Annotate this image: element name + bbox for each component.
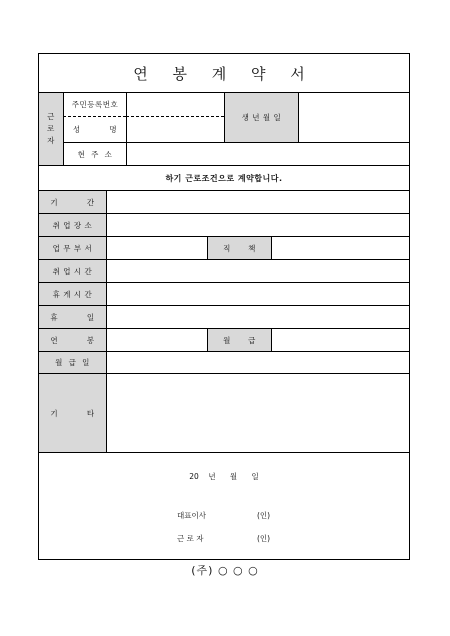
- birthdate-field[interactable]: [298, 92, 409, 142]
- workplace-label: 취 업 장 소: [39, 213, 106, 236]
- worker-side-label: 근 로 자: [39, 92, 63, 165]
- monthly-pay-field[interactable]: [271, 328, 409, 351]
- name-field[interactable]: [126, 116, 224, 142]
- holiday-label: 휴 일: [39, 305, 106, 328]
- ceo-seal[interactable]: (인): [257, 511, 271, 520]
- name-label: 성 명: [63, 116, 126, 142]
- holiday-field[interactable]: [106, 305, 409, 328]
- annual-salary-field[interactable]: [106, 328, 207, 351]
- address-field[interactable]: [126, 142, 409, 165]
- period-field[interactable]: [106, 190, 409, 213]
- break-time-label: 휴 게 시 간: [39, 282, 106, 305]
- department-label: 업 무 부 서: [39, 236, 106, 259]
- other-field[interactable]: [106, 373, 409, 452]
- department-field[interactable]: [106, 236, 207, 259]
- workplace-field[interactable]: [106, 213, 409, 236]
- address-label: 현 주 소: [63, 142, 126, 165]
- worker-seal[interactable]: (인): [257, 534, 271, 543]
- other-label: 기 타: [39, 373, 106, 452]
- contract-form: [38, 53, 410, 560]
- resident-number-field[interactable]: [126, 92, 224, 116]
- payday-field[interactable]: [106, 351, 409, 373]
- work-hours-label: 취 업 시 간: [39, 259, 106, 282]
- contract-notice: 하기 근로조건으로 계약합니다.: [39, 165, 409, 190]
- resident-number-label: 주민등록번호: [63, 92, 126, 116]
- annual-salary-label: 연 봉: [39, 328, 106, 351]
- signature-area: [39, 452, 409, 559]
- date-line: 20 년 월 일: [189, 472, 259, 481]
- worker-sign-label: 근 로 자: [177, 534, 204, 543]
- birthdate-label: 생 년 월 일: [224, 92, 298, 142]
- ceo-label: 대표이사: [177, 511, 206, 520]
- document-title: 연 봉 계 약 서: [133, 64, 315, 83]
- monthly-pay-label: 월 급: [207, 328, 271, 351]
- period-label: 기 간: [39, 190, 106, 213]
- payday-label: 월 급 일: [39, 351, 106, 373]
- position-label: 직 책: [207, 236, 271, 259]
- company-name: (주) ○ ○ ○: [191, 564, 259, 577]
- break-time-field[interactable]: [106, 282, 409, 305]
- position-field[interactable]: [271, 236, 409, 259]
- work-hours-field[interactable]: [106, 259, 409, 282]
